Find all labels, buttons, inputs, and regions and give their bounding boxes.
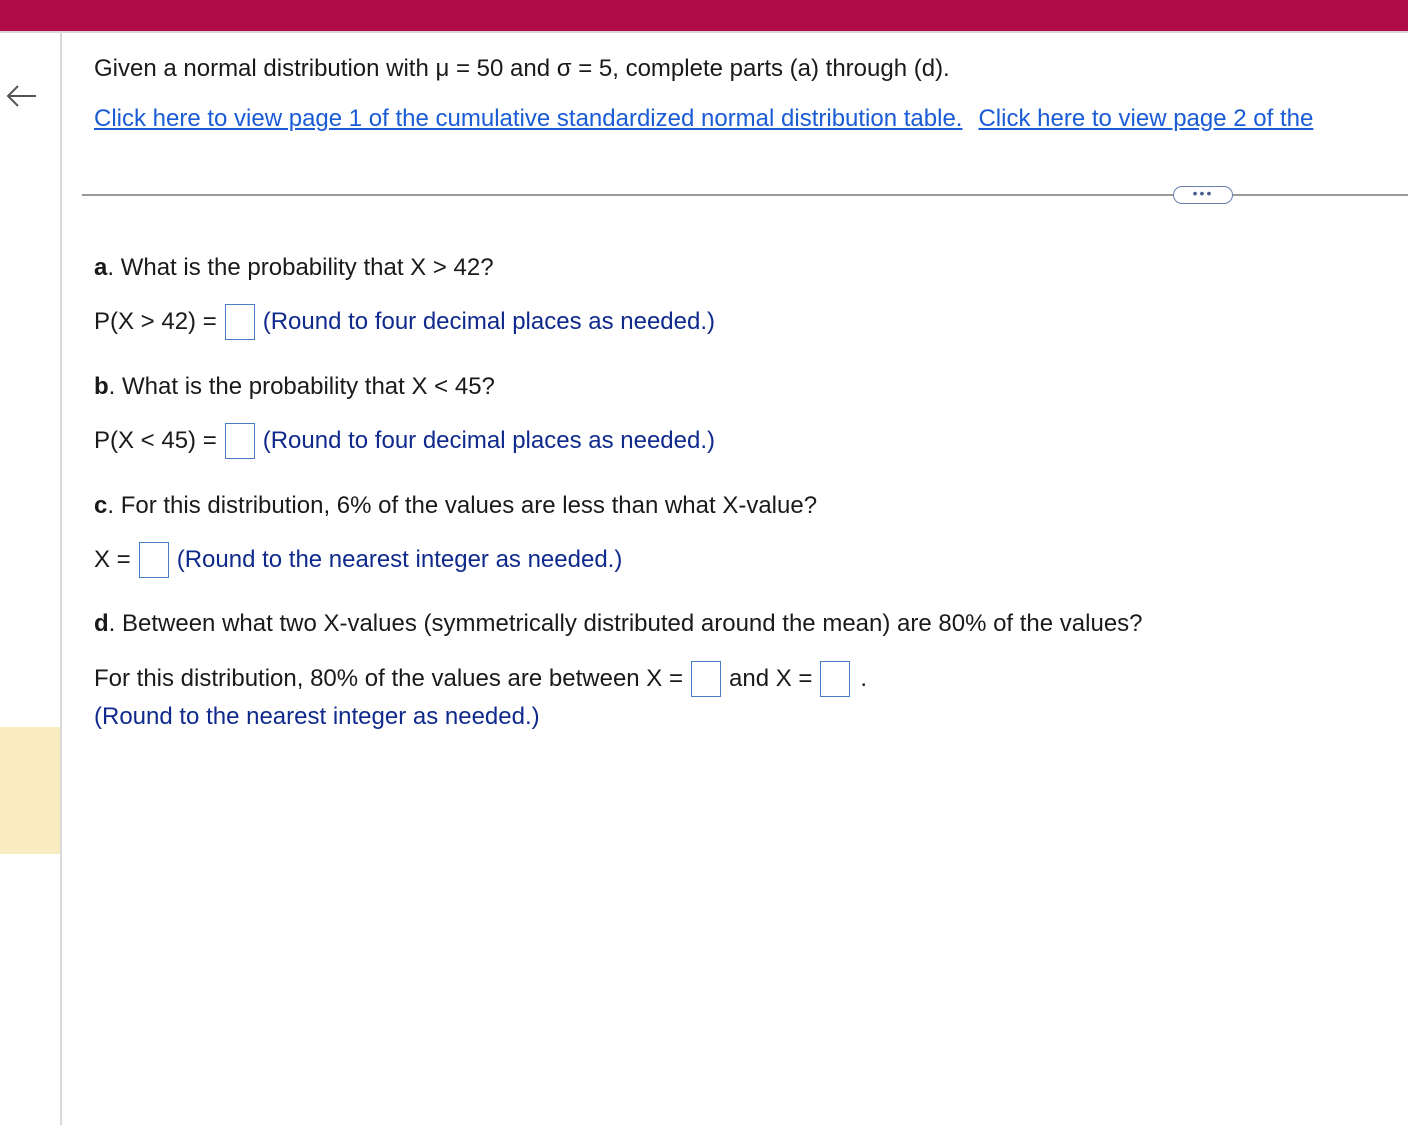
part-c-answer-input[interactable] xyxy=(139,542,169,578)
part-d-end: . xyxy=(860,665,868,692)
part-d-text: . Between what two X-values (symmetrically distributed around the mean) are 80% of the values? xyxy=(108,610,1143,637)
part-d-lhs: For this distribution, 80% of the values are between X = xyxy=(94,665,683,692)
more-options-button[interactable]: ••• xyxy=(1173,186,1233,204)
part-a-answer-input[interactable] xyxy=(225,304,255,340)
part-c-lhs: X = xyxy=(94,546,131,573)
part-c-answer-row xyxy=(94,542,622,578)
part-a-question xyxy=(94,253,494,283)
part-b-question xyxy=(94,372,495,402)
rail-highlight xyxy=(0,727,60,854)
part-b-lhs: P(X < 45) = xyxy=(94,427,217,454)
part-a-answer-row xyxy=(94,304,715,340)
part-a-letter: a xyxy=(94,254,108,281)
part-c-question xyxy=(94,491,817,521)
part-b-answer-row xyxy=(94,423,715,459)
part-a-hint: (Round to four decimal places as needed.) xyxy=(262,308,715,335)
part-d-letter: d xyxy=(94,610,109,637)
part-a-lhs: P(X > 42) = xyxy=(94,308,217,335)
part-b-text: . What is the probability that X < 45? xyxy=(108,373,495,400)
part-b-answer-input[interactable] xyxy=(225,423,255,459)
part-b-hint: (Round to four decimal places as needed.) xyxy=(262,427,715,454)
part-d-lower-input[interactable] xyxy=(691,661,721,697)
part-c-text: . For this distribution, 6% of the values are less than what X-value? xyxy=(107,492,818,519)
part-d-upper-input[interactable] xyxy=(820,661,850,697)
part-b-letter: b xyxy=(94,373,109,400)
part-a-text: . What is the probability that X > 42? xyxy=(107,254,494,281)
part-d-hint: (Round to the nearest integer as needed.) xyxy=(94,703,540,730)
table-page1-link[interactable]: Click here to view page 1 of the cumulative standardized normal distribution table. xyxy=(94,105,963,132)
left-rail xyxy=(0,33,62,1125)
part-d-question xyxy=(94,609,1143,639)
problem-intro: Given a normal distribution with μ = 50 and σ = 5, complete parts (a) through (d). xyxy=(94,55,950,82)
table-links xyxy=(94,105,1313,133)
table-page2-link[interactable]: Click here to view page 2 of the xyxy=(978,105,1314,132)
part-c-letter: c xyxy=(94,492,108,519)
top-banner xyxy=(0,0,1408,33)
part-d-mid: and X = xyxy=(729,665,813,692)
part-d-answer-row xyxy=(94,661,867,697)
back-arrow-icon[interactable] xyxy=(4,84,38,108)
part-c-hint: (Round to the nearest integer as needed.) xyxy=(176,546,623,573)
